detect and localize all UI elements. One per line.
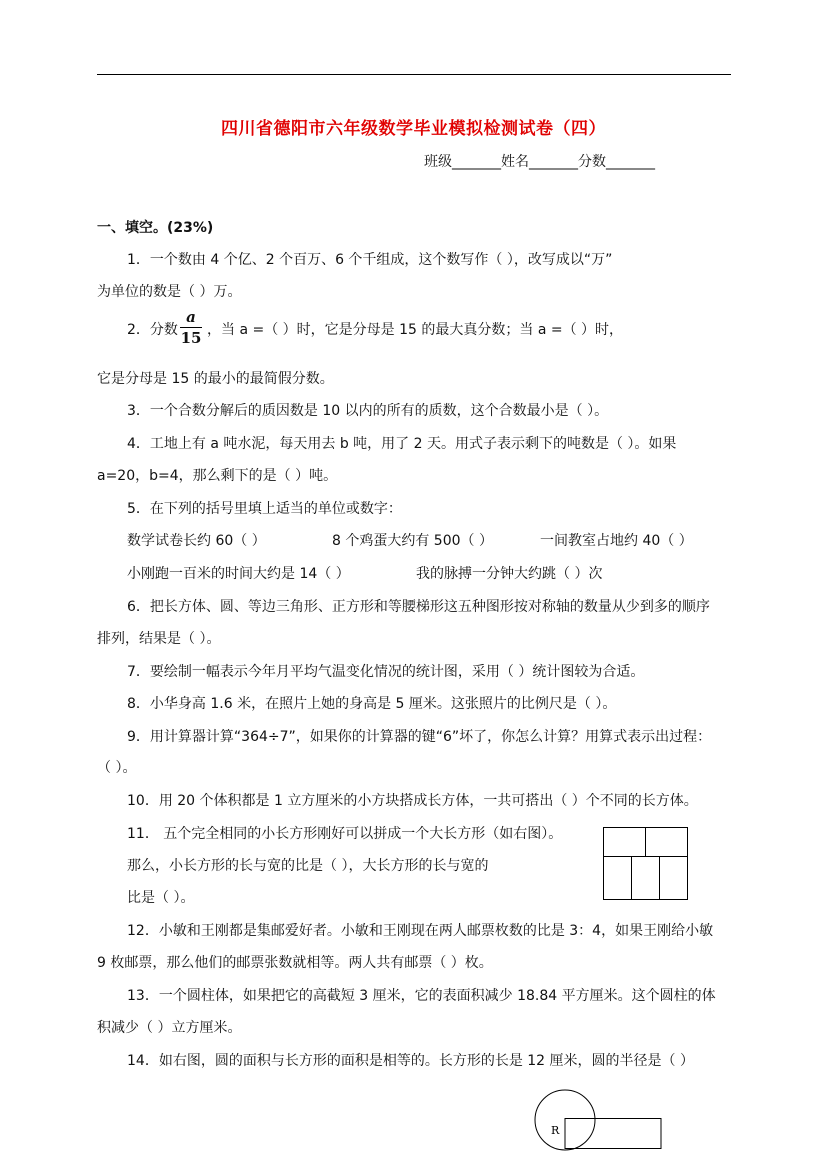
question-5-item-5: 我的脉搏一分钟大约跳（ ）次 xyxy=(416,566,603,582)
question-5-item-3: 一间教室占地约 40（ ） xyxy=(540,533,693,549)
question-9-line-1: 9．用计算器计算“364÷7”，如果你的计算器的键“6”坏了，你怎么计算？用算式表示出过程： xyxy=(127,729,712,745)
question-13-line-2: 积减少（ ）立方厘米。 xyxy=(97,1020,242,1036)
figure-rectangle xyxy=(565,1119,661,1149)
question-9-line-2: （ ）。 xyxy=(97,760,137,776)
question-1-line-2: 为单位的数是（ ）万。 xyxy=(97,284,242,300)
question-8: 8．小华身高 1.6 米，在照片上她的身高是 5 厘米。这张照片的比例尺是（ ）。 xyxy=(127,696,617,712)
question-3: 3．一个合数分解后的质因数是 10 以内的所有的质数，这个合数最小是（ ）。 xyxy=(127,403,609,419)
question-6-line-1: 6．把长方体、圆、等边三角形、正方形和等腰梯形这五种图形按对称轴的数量从少到多的顺序 xyxy=(127,599,710,615)
question-12-line-1: 12．小敏和王刚都是集邮爱好者。小敏和王刚现在两人邮票枚数的比是 3：4，如果王刚给小敏 xyxy=(127,923,714,939)
question-13-line-1: 13．一个圆柱体，如果把它的高截短 3 厘米，它的表面积减少 18.84 平方厘米。这个圆柱的体 xyxy=(127,988,716,1004)
question-2-prefix: 2．分数 xyxy=(127,322,178,338)
question-6-line-2: 排列，结果是（ ）。 xyxy=(97,631,221,647)
question-2-suffix: ，当 a =（ ）时，它是分母是 15 的最大真分数；当 a =（ ）时， xyxy=(207,322,624,338)
fraction-numerator: a xyxy=(186,308,196,326)
question-1-line-1: 1．一个数由 4 个亿、2 个百万、6 个千组成，这个数写作（ ），改写成以“万” xyxy=(127,252,613,268)
student-info-line: 班级_______姓名_______分数_______ xyxy=(424,154,655,170)
rectangles-figure xyxy=(603,827,689,901)
fraction-denominator: 15 xyxy=(180,329,202,347)
question-14: 14．如右图，圆的面积与长方形的面积是相等的。长方形的长是 12 厘米，圆的半径是（ ） xyxy=(127,1053,694,1069)
question-5-item-1: 数学试卷长约 60（ ） xyxy=(127,533,266,549)
question-10: 10．用 20 个体积都是 1 立方厘米的小方块搭成长方体，一共可搭出（ ）个不同的长方体。 xyxy=(127,793,698,809)
circle-rectangle-figure xyxy=(534,1088,664,1154)
fraction-bar xyxy=(180,327,202,328)
question-5-item-2: 8 个鸡蛋大约有 500（ ） xyxy=(332,533,493,549)
question-7: 7．要绘制一幅表示今年月平均气温变化情况的统计图，采用（ ）统计图较为合适。 xyxy=(127,664,645,680)
question-2-line-2: 它是分母是 15 的最小的最简假分数。 xyxy=(97,371,334,387)
page-title: 四川省德阳市六年级数学毕业模拟检测试卷（四） xyxy=(221,119,606,139)
radius-label: R xyxy=(551,1124,560,1137)
question-12-line-2: 9 枚邮票，那么他们的邮票张数就相等。两人共有邮票（ ）枚。 xyxy=(97,955,493,971)
section-heading: 一、填空。(23%) xyxy=(97,220,214,236)
question-4-line-2: a=20，b=4，那么剩下的是（ ）吨。 xyxy=(97,468,338,484)
question-11-line-3: 比是（ ）。 xyxy=(127,890,195,906)
header-rule xyxy=(97,74,731,75)
fraction-a-over-15 xyxy=(180,308,202,347)
question-11-line-2: 那么，小长方形的长与宽的比是（ ），大长方形的长与宽的 xyxy=(127,858,489,874)
question-5: 5．在下列的括号里填上适当的单位或数字： xyxy=(127,501,402,517)
question-11-line-1: 11． 五个完全相同的小长方形刚好可以拼成一个大长方形（如右图）。 xyxy=(127,826,563,842)
question-4-line-1: 4．工地上有 a 吨水泥，每天用去 b 吨，用了 2 天。用式子表示剩下的吨数是（ ）。如果 xyxy=(127,436,677,452)
question-5-item-4: 小刚跑一百米的时间大约是 14（ ） xyxy=(127,566,350,582)
